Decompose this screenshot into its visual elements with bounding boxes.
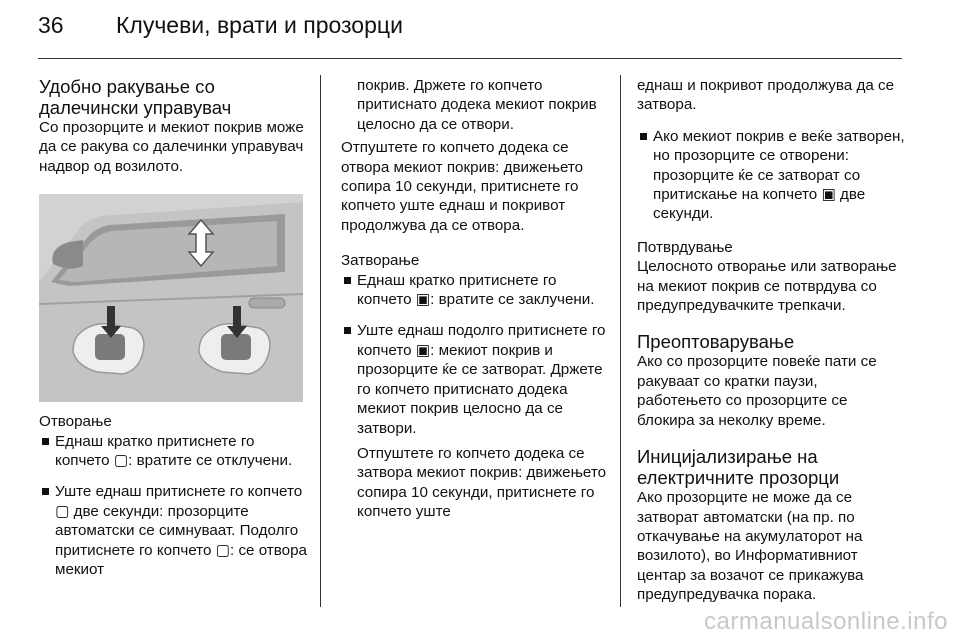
watermark: carmanualsonline.info [704, 608, 948, 635]
bullet-marker [344, 327, 351, 334]
bullet-close-short-press: Еднаш кратко притиснете го копчето ▣: вратите се заклучени. [341, 271, 611, 310]
bullet-already-closed: Ако мекиот покрив е веќе затворен, но прозорците се отворени: прозорците ќе се затворат со притискање на копчето ▣ две секунди. [637, 127, 905, 224]
illustration-door-and-keys [39, 194, 303, 402]
close-continuation: еднаш и покривот продолжува да се затвора. [637, 77, 895, 114]
page-header [0, 0, 960, 62]
section-heading-overload: Преоптоварување [637, 331, 795, 353]
page-title: Клучеви, врати и прозорци [116, 12, 403, 38]
unlock-button-icon: ▢ [113, 452, 129, 470]
bullet-marker [42, 488, 49, 495]
lock-button-icon: ▣ [821, 186, 836, 204]
bullet-marker [344, 277, 351, 284]
column-divider-left [320, 75, 321, 607]
header-rule [38, 58, 902, 59]
confirmation-paragraph: Целосното отворање или затворање на мекиот покрив се потврдува со предупредувачките трепкачи. [637, 258, 897, 315]
open-release-paragraph: Отпуштете го копчето додека се отвора мекиот покрив: движењето сопира 10 секунди, притиснете го копчето уште еднаш и покривот продолжува да се отвора. [341, 139, 584, 234]
column-2 [341, 76, 611, 522]
bullet-marker [42, 438, 49, 445]
open-continuation: покрив. Држете го копчето притиснато додека мекиот покрив целосно да се отвори. [357, 77, 597, 133]
unlock-button-icon: ▢ [55, 502, 70, 520]
subheading-confirmation: Потврдување [637, 238, 733, 256]
section-heading-remote: Удобно ракување со далечински управувач [39, 76, 232, 118]
page-number: 36 [38, 12, 64, 38]
lock-button-icon: ▣ [415, 291, 431, 309]
initialization-paragraph: Ако прозорците не може да се затворат автоматски (на пр. по откачување на акумулаторот на возилото), во Информативниот центар за возачот се прикажува предупредувачка порака. [637, 489, 864, 604]
overload-paragraph: Ако со прозорците повеќе пати се ракуваат со кратки паузи, работењето со прозорците се блокира за неколку време. [637, 353, 877, 429]
bullet-open-short-press: Еднаш кратко притиснете го копчето ▢: вратите се отклучени. [39, 432, 307, 471]
bullet-marker [640, 133, 647, 140]
intro-paragraph: Со прозорците и мекиот покрив може да се ракува со далечинки управувач надвор од возилото. [39, 119, 304, 175]
section-heading-initialization: Иницијализирање на електричните прозорци [637, 446, 840, 489]
unlock-button-icon: ▢ [215, 541, 230, 559]
subheading-closing: Затворање [341, 252, 420, 270]
bullet-close-long-press: Уште еднаш подолго притиснете го копчето ▣: мекиот покрив и прозорците ќе се затворат. Држете го копчето притиснато додека мекиот покрив целосно да се затвори. Отпуштете го копчето додека се затвора мекиот покрив: движењето сопира 10 секунди, притиснете го копчето уште [341, 321, 611, 521]
close-release-paragraph: Отпуштете го копчето додека се затвора мекиот покрив: движењето сопира 10 секунди, притиснете го копчето уште [357, 444, 607, 521]
bullet-open-long-press: Уште еднаш притиснете го копчето ▢ две секунди: прозорците автоматски се симнуваат. Подолго притиснете го копчето ▢: се отвора мекиот [39, 482, 307, 579]
column-divider-right [620, 75, 621, 607]
subheading-opening: Отворање [39, 413, 112, 431]
column-3 [637, 76, 905, 605]
lock-button-icon: ▣ [415, 341, 431, 359]
column-1 [39, 76, 307, 579]
